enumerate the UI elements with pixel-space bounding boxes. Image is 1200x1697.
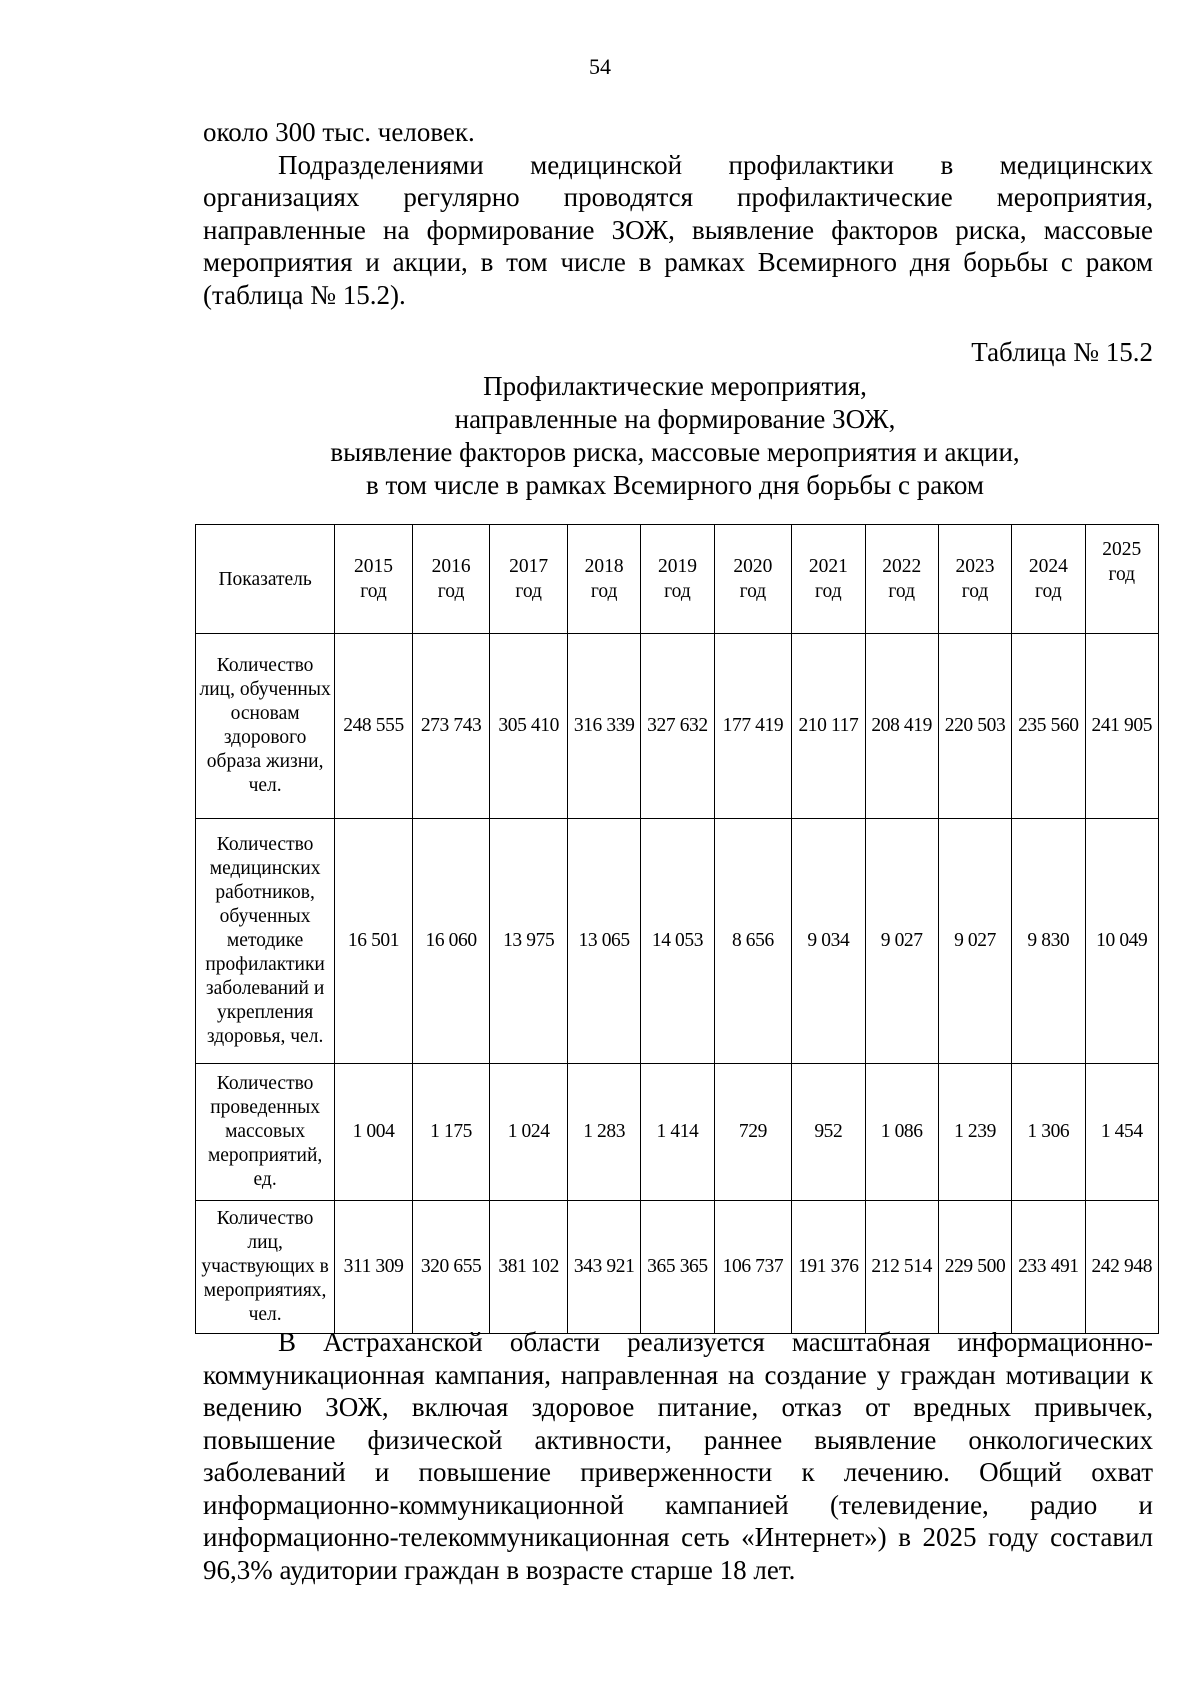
year-header-suffix: год (1035, 581, 1062, 602)
year-header (412, 525, 490, 634)
value-cell: 1 239 (938, 1064, 1011, 1201)
value-cell: 208 419 (865, 634, 938, 819)
year-header-year: 2018 (584, 556, 624, 577)
value-cell: 9 830 (1012, 819, 1085, 1064)
value-cell: 13 065 (567, 819, 640, 1064)
value-cell: 9 027 (865, 819, 938, 1064)
value-cell: 248 555 (335, 634, 413, 819)
year-header (792, 525, 865, 634)
value-cell: 177 419 (714, 634, 792, 819)
value-cell: 14 053 (641, 819, 714, 1064)
year-header-year: 2022 (882, 556, 922, 577)
outro-paragraph: В Астраханской области реализуется масштабная информационно-коммуникационная кампания, направленная на создание у граждан мотивации к ведению ЗОЖ, включая здоровое питание, отказ от вредных привычек, повышение физической активности, раннее выявление онкологических заболеваний и повышение приверженности к лечению. Общий охват информационно-коммуникационной кампанией (телевидение, радио и информационно-телекоммуникационная сеть «Интернет») в 2025 году составил 96,3% аудитории граждан в возрасте старше 18 лет. (203, 1327, 1153, 1585)
table-row (196, 634, 1159, 819)
value-cell: 343 921 (567, 1201, 640, 1334)
indicator-header: Показатель (196, 525, 335, 634)
page-number: 54 (589, 54, 611, 79)
value-cell: 241 905 (1085, 634, 1158, 819)
table-title-line: Профилактические мероприятия, (483, 371, 867, 401)
year-header-suffix: год (437, 581, 465, 602)
value-cell: 305 410 (490, 634, 568, 819)
value-cell: 1 454 (1085, 1064, 1158, 1201)
value-cell: 16 501 (335, 819, 413, 1064)
year-header (938, 525, 1011, 634)
table-title-line: выявление факторов риска, массовые мероприятия и акции, (330, 437, 1020, 467)
value-cell: 9 027 (938, 819, 1011, 1064)
year-header-suffix: год (515, 581, 542, 602)
table-row (196, 819, 1159, 1064)
year-header (1085, 525, 1158, 634)
year-header-suffix: год (664, 581, 691, 602)
value-cell: 365 365 (641, 1201, 714, 1334)
value-cell: 327 632 (641, 634, 714, 819)
value-cell: 1 004 (335, 1064, 413, 1201)
value-cell: 1 086 (865, 1064, 938, 1201)
year-header-suffix: год (590, 581, 618, 602)
year-header-year: 2015 (354, 556, 394, 577)
table-row (196, 1064, 1159, 1201)
table-header-row (196, 525, 1159, 634)
value-cell: 242 948 (1085, 1201, 1158, 1334)
year-header (335, 525, 413, 634)
value-cell: 381 102 (490, 1201, 568, 1334)
year-header-year: 2023 (955, 556, 995, 577)
value-cell: 233 491 (1012, 1201, 1085, 1334)
value-cell: 10 049 (1085, 819, 1158, 1064)
year-header-year: 2021 (808, 556, 848, 577)
value-cell: 191 376 (792, 1201, 865, 1334)
value-cell: 1 414 (641, 1064, 714, 1201)
indicator-cell: Количество медицинских работников, обученных методике профилактики заболеваний и укрепления здоровья, чел. (196, 819, 335, 1064)
indicator-cell: Количество лиц, обученных основам здорового образа жизни, чел. (196, 634, 335, 819)
value-cell: 1 175 (412, 1064, 490, 1201)
year-header-year: 2025 (1102, 539, 1142, 560)
year-header (714, 525, 792, 634)
value-cell: 212 514 (865, 1201, 938, 1334)
table-label: Таблица № 15.2 (971, 337, 1153, 367)
year-header (490, 525, 568, 634)
year-header-suffix: год (360, 581, 387, 602)
outro-text (203, 1326, 1153, 1586)
value-cell: 952 (792, 1064, 865, 1201)
table-title-line: в том числе в рамках Всемирного дня борьбы с раком (365, 470, 984, 500)
year-header-year: 2016 (431, 556, 471, 577)
value-cell: 273 743 (412, 634, 490, 819)
indicator-cell: Количество проведенных массовых мероприятий, ед. (196, 1064, 335, 1201)
indicator-cell: Количество лиц, участвующих в мероприятиях, чел. (196, 1201, 335, 1334)
value-cell: 316 339 (567, 634, 640, 819)
year-header (567, 525, 640, 634)
value-cell: 13 975 (490, 819, 568, 1064)
value-cell: 1 283 (567, 1064, 640, 1201)
value-cell: 235 560 (1012, 634, 1085, 819)
value-cell: 1 024 (490, 1064, 568, 1201)
value-cell: 1 306 (1012, 1064, 1085, 1201)
value-cell: 210 117 (792, 634, 865, 819)
year-header (865, 525, 938, 634)
year-header-year: 2019 (657, 556, 697, 577)
prevention-activities-table (195, 524, 1159, 1334)
value-cell: 320 655 (412, 1201, 490, 1334)
value-cell: 220 503 (938, 634, 1011, 819)
year-header-suffix: год (815, 581, 842, 602)
year-header-year: 2020 (733, 556, 773, 577)
year-header-year: 2024 (1028, 556, 1068, 577)
intro-text (203, 116, 1153, 311)
year-header-suffix: год (888, 581, 915, 602)
intro-paragraph: Подразделениями медицинской профилактики в медицинских организациях регулярно проводятся профилактические мероприятия, направленные на формирование ЗОЖ, выявление факторов риска, массовые мероприятия и акции, в том числе в рамках Всемирного дня борьбы с раком (таблица № 15.2). (203, 149, 1153, 310)
year-header-suffix: год (739, 581, 767, 602)
year-header-suffix: год (961, 581, 989, 602)
year-header-year: 2017 (509, 556, 549, 577)
year-header-suffix: год (1108, 564, 1136, 585)
table-row (196, 1201, 1159, 1334)
intro-first-line: около 300 тыс. человек. (203, 117, 475, 147)
value-cell: 229 500 (938, 1201, 1011, 1334)
value-cell: 106 737 (714, 1201, 792, 1334)
value-cell: 9 034 (792, 819, 865, 1064)
year-header (1012, 525, 1085, 634)
year-header (641, 525, 714, 634)
value-cell: 8 656 (714, 819, 792, 1064)
value-cell: 311 309 (335, 1201, 413, 1334)
table-title-line: направленные на формирование ЗОЖ, (454, 404, 896, 434)
table-title (200, 370, 1150, 502)
value-cell: 729 (714, 1064, 792, 1201)
value-cell: 16 060 (412, 819, 490, 1064)
